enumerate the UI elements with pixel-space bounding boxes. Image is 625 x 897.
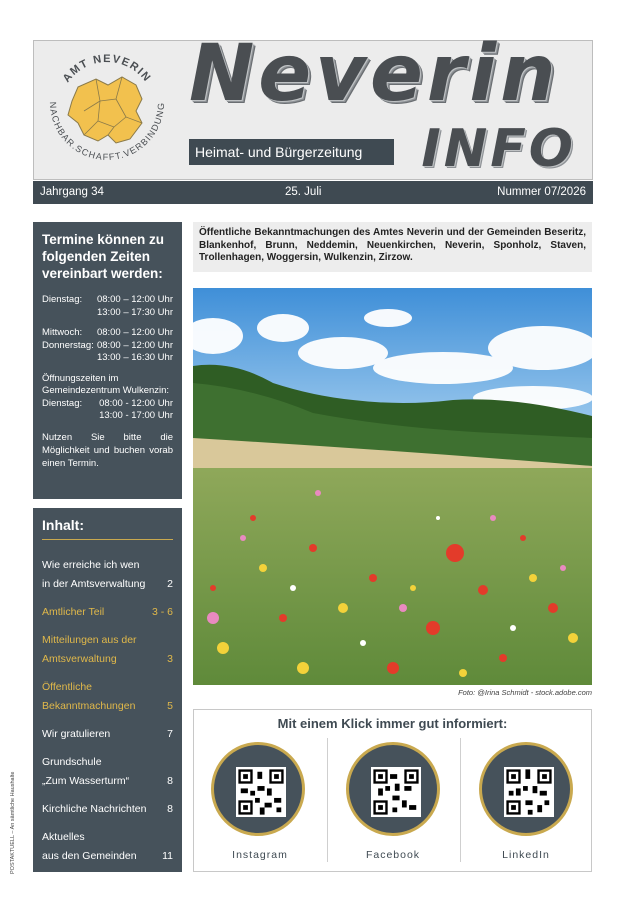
logo-ring-top-text: AMT NEVERIN [60, 52, 154, 85]
appointment-hours-box [33, 222, 182, 499]
appointment-note: Nutzen Sie bitte die Möglichkeit und buchen vorab einen Termin. [42, 431, 173, 469]
photo-credit: Foto: @Irina Schmidt - stock.adobe.com [458, 688, 592, 697]
toc-heading: Inhalt: [42, 517, 173, 540]
hours-row: Mittwoch: 08:00 – 12:00 Uhr [42, 327, 173, 338]
qr-code-icon [236, 767, 286, 817]
meadow-photo [193, 288, 592, 685]
linkedin-label[interactable]: LinkedIn [502, 849, 550, 861]
toc-item[interactable]: Wir gratulieren 7 [42, 728, 173, 740]
toc-item[interactable]: Mitteilungen aus der Amtsverwaltung 3 [42, 634, 173, 665]
instagram-qr-code[interactable] [211, 742, 305, 836]
toc-item[interactable]: Kirchliche Nachrichten 8 [42, 803, 173, 815]
toc-item[interactable]: Wie erreiche ich wen in der Amtsverwaltung 2 [42, 559, 173, 590]
center-hours-row: 13:00 - 17:00 Uhr [99, 410, 173, 421]
toc-item[interactable]: Öffentliche Bekanntmachungen 5 [42, 681, 173, 712]
issue-volume: Jahrgang 34 [40, 186, 104, 198]
social-media-panel [193, 709, 592, 872]
facebook-qr-code[interactable] [346, 742, 440, 836]
issue-bar [33, 181, 593, 204]
amt-neverin-logo [38, 43, 176, 177]
qr-code-icon [504, 767, 554, 817]
toc-item[interactable]: Amtlicher Teil 3 - 6 [42, 606, 173, 618]
hours-row: 13:00 – 16:30 Uhr [96, 352, 173, 363]
issue-number: Nummer 07/2026 [497, 186, 586, 198]
masthead-title: Neverin [189, 29, 560, 119]
toc-item[interactable]: Aktuelles aus den Gemeinden 11 [42, 831, 173, 862]
toc-item[interactable]: Grundschule „Zum Wasserturm“ 8 [42, 756, 173, 787]
center-hours-row: Dienstag: 08:00 - 12:00 Uhr [42, 397, 173, 409]
center-hours-heading: Öffnungszeiten im Gemeindezentrum Wulkenzin: [42, 372, 170, 396]
amt-map-icon [68, 77, 142, 143]
logo-ring-bottom-text: NACHBAR.SCHAFFT.VERBINDUNG [47, 101, 167, 163]
public-notice: Öffentliche Bekanntmachungen des Amtes Neverin und der Gemeinden Beseritz, Blankenhof, Brunn, Neddemin, Neuenkirchen, Neverin, Sponholz, Staven, Trollenhagen, Woggersin, Wulkenzin, Zirzow. [193, 222, 592, 272]
facebook-label[interactable]: Facebook [365, 849, 421, 861]
hours-row: 13:00 – 17:30 Uhr [96, 306, 173, 318]
linkedin-qr-code[interactable] [479, 742, 573, 836]
table-of-contents [33, 508, 182, 872]
masthead-title-info: INFO [421, 119, 576, 179]
masthead-subtitle: Heimat- und Bürgerzeitung [189, 139, 394, 165]
instagram-label[interactable]: Instagram [232, 849, 288, 861]
qr-code-icon [371, 767, 421, 817]
postal-note: POSTAKTUELL – An sämtliche Haushalte [10, 771, 16, 874]
hours-row: Dienstag: 08:00 – 12:00 Uhr [42, 294, 173, 305]
masthead [33, 29, 593, 180]
social-heading: Mit einem Klick immer gut informiert: [277, 716, 508, 731]
hours-row: Donnerstag: 08:00 – 12:00 Uhr [42, 339, 173, 351]
issue-date: 25. Juli [285, 186, 322, 198]
svg-text:AMT NEVERIN [61, 53, 154, 85]
appointment-heading: Termine können zu folgenden Zeiten vereinbart werden: [42, 232, 165, 281]
